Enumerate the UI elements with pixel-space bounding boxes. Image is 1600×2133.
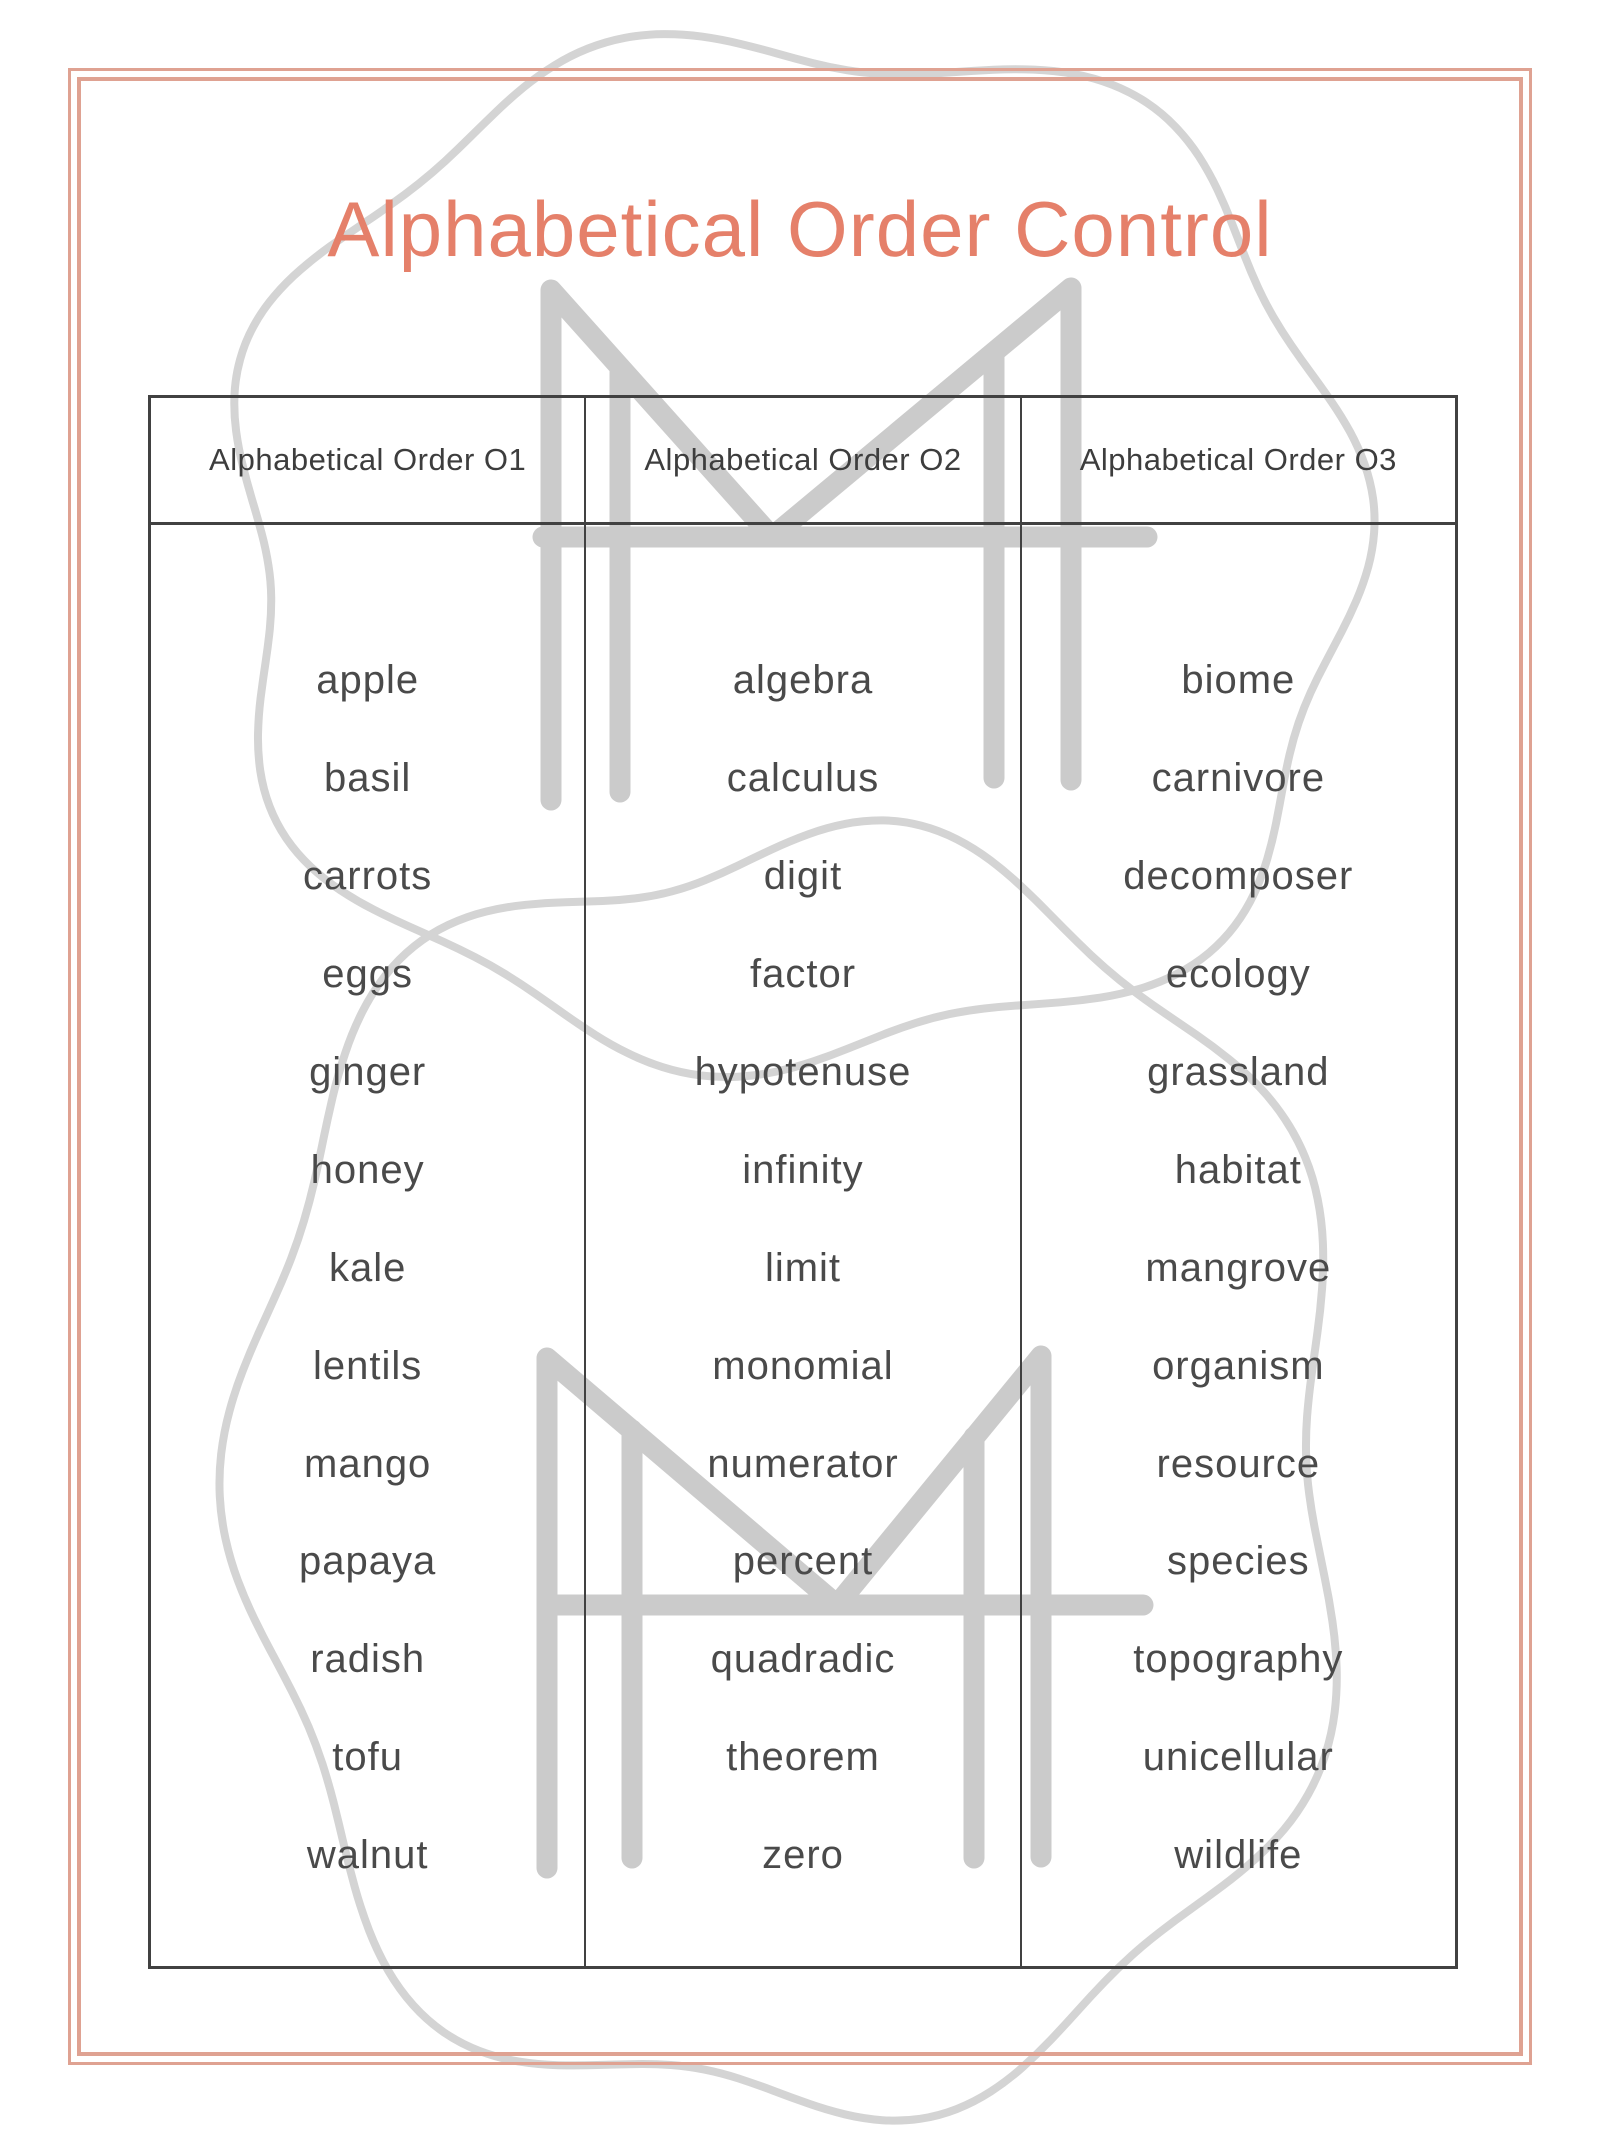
word-cell: digit [763, 854, 843, 899]
word-cell: quadradic [710, 1637, 896, 1682]
word-cell: carrots [303, 854, 433, 899]
word-cell: lentils [313, 1343, 423, 1388]
word-column-o1 [151, 525, 584, 1966]
word-cell: carnivore [1151, 756, 1326, 801]
word-cell: species [1167, 1539, 1310, 1584]
word-cell: hypotenuse [694, 1050, 912, 1094]
header-cell-order-o3: Alphabetical Order O3 [1020, 398, 1455, 522]
word-cell: basil [324, 756, 412, 801]
word-cell: resource [1156, 1441, 1321, 1486]
word-cell: eggs [322, 952, 414, 997]
word-cell: topography [1133, 1637, 1344, 1682]
header-cell-order-o2: Alphabetical Order O2 [584, 398, 1019, 522]
word-column-o3 [1020, 525, 1455, 1966]
word-cell: ecology [1165, 952, 1311, 997]
word-cell: theorem [726, 1735, 880, 1780]
page-title: Alphabetical Order Control [327, 185, 1273, 273]
word-cell: mango [304, 1441, 432, 1486]
word-cell: ginger [309, 1050, 427, 1094]
word-cell: zero [762, 1833, 844, 1878]
word-cell: factor [749, 952, 857, 997]
word-cell: decomposer [1123, 854, 1354, 899]
word-cell: percent [732, 1539, 874, 1584]
word-cell: radish [310, 1637, 426, 1682]
word-cell: algebra [732, 658, 874, 703]
word-cell: unicellular [1142, 1735, 1334, 1780]
word-cell: organism [1152, 1343, 1325, 1388]
word-cell: infinity [742, 1147, 864, 1192]
word-cell: walnut [306, 1833, 429, 1878]
word-cell: calculus [726, 756, 880, 801]
word-cell: biome [1181, 658, 1296, 703]
word-cell: wildlife [1174, 1833, 1303, 1878]
word-cell: numerator [707, 1441, 899, 1486]
table-header-row [151, 398, 1455, 525]
table-body-row [151, 525, 1455, 1966]
word-cell: honey [310, 1147, 425, 1192]
word-cell: grassland [1147, 1050, 1330, 1094]
word-cell: kale [328, 1245, 407, 1290]
word-cell: papaya [299, 1539, 437, 1584]
worksheet-table [148, 395, 1458, 1969]
word-cell: habitat [1174, 1147, 1302, 1192]
word-cell: tofu [332, 1735, 404, 1780]
header-cell-order-o1: Alphabetical Order O1 [209, 442, 527, 477]
word-cell: limit [764, 1245, 842, 1290]
word-cell: mangrove [1145, 1245, 1332, 1290]
word-cell: apple [316, 658, 420, 703]
word-column-o2 [584, 525, 1019, 1966]
word-cell: monomial [712, 1343, 894, 1388]
